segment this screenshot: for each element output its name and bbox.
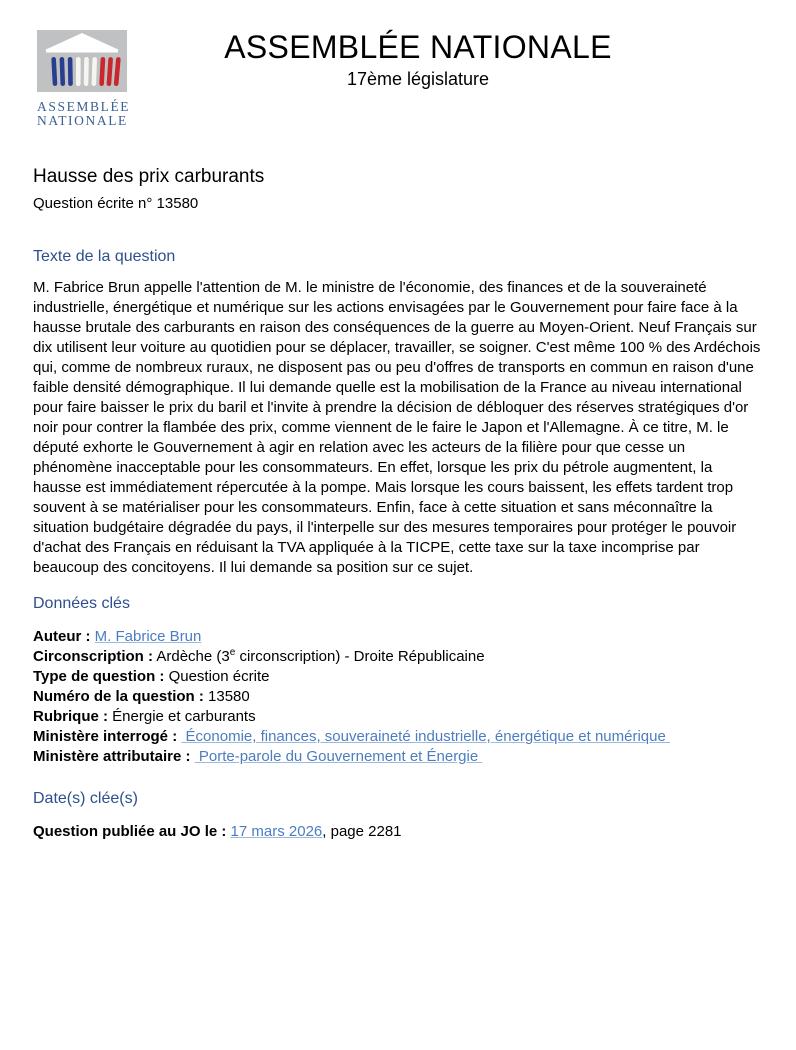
field-label-rubrique: Rubrique : (33, 708, 108, 725)
ministere-attributaire-link[interactable]: Porte-parole du Gouvernement et Énergie (194, 748, 483, 765)
field-value-type: Question écrite (168, 668, 270, 685)
section-heading-dates: Date(s) clée(s) (33, 790, 138, 807)
logo-caption-line1: ASSEMBLÉE (37, 99, 131, 114)
section-donnees (33, 594, 763, 767)
jo-publication-value (231, 823, 402, 840)
field-ministere-attributaire (33, 747, 763, 767)
question-body-text: M. Fabrice Brun appelle l'attention de M. le ministre de l'économie, des finances et de la souveraineté industrielle, énergétique et numérique sur les actions envisagées par le Gouvernement pour faire face à la hausse brutale des carburants en raison des conséquences de la guerre au Moyen-Orient. Neuf Français sur dix utilisent leur voiture au quotidien pour se déplacer, travailler, se soigner. C'est même 100 % des Ardéchois qui, comme de nombreux ruraux, ne disposent pas ou peu d'offres de transports en commun en raison d'une faible densité démographique. Il lui demande quelle est la mobilisation de la France au niveau international pour faire baisser le prix du baril et l'invite à prendre la décision de débloquer des réserves stratégiques d'or noir pour contrer la flambée des prix, comme viennent de le faire le Japon et l'Allemagne. À ce titre, M. le député exhorte le Gouvernement à agir en relation avec les acteurs de la filière pour que cesse un phénomène inacceptable pour les consommateurs. En effet, lorsque les prix du pétrole augmentent, la hausse est immédiatement répercutée à la pompe. Mais lorsque les cours baissent, les effets tardent trop souvent à se matérialiser pour les consommateurs. Enfin, face à cette situation et sans méconnaître la situation budgétaire dégradée du pays, il l'interpelle sur des mesures temporaires pour protéger le pouvoir d'achat des Français en réduisant la TVA appliquée à la TICPE, cette taxe sur la taxe incomprise par beaucoup des concitoyens. Il lui demande sa position sur ce sujet. (33, 279, 761, 576)
jo-page-suffix: , page 2281 (322, 823, 402, 840)
field-numero (33, 687, 763, 707)
key-data-fields (33, 627, 763, 767)
jo-publication-line (33, 822, 763, 842)
field-value-rubrique: Énergie et carburants (112, 708, 256, 725)
logo-caption (37, 99, 131, 128)
field-auteur (33, 627, 763, 647)
jo-date-link[interactable]: 17 mars 2026 (230, 823, 323, 840)
section-dates (33, 789, 763, 842)
legislature-subtitle: 17ème législature (346, 69, 490, 89)
header-titles (73, 30, 763, 89)
field-label-type: Type de question : (33, 668, 165, 685)
section-texte (33, 247, 763, 578)
field-circonscription (33, 647, 763, 667)
page-title: ASSEMBLÉE NATIONALE (224, 29, 612, 65)
question-head (33, 165, 763, 213)
field-label-auteur: Auteur : (33, 628, 91, 645)
field-rubrique (33, 707, 763, 727)
jo-publication-label: Question publiée au JO le : (33, 823, 227, 840)
ministere-interroge-link[interactable]: Économie, finances, souveraineté industrielle, énergétique et numérique (181, 728, 671, 745)
question-title: Hausse des prix carburants (33, 166, 265, 187)
section-heading-donnees: Données clés (33, 595, 130, 612)
field-label-ministere-attributaire: Ministère attributaire : (33, 748, 191, 765)
field-label-numero: Numéro de la question : (33, 688, 204, 705)
field-value-numero: 13580 (208, 688, 250, 705)
field-type-de-question (33, 667, 763, 687)
assemblee-nationale-logo (37, 30, 131, 128)
author-link[interactable]: M. Fabrice Brun (94, 628, 202, 645)
question-number: Question écrite n° 13580 (33, 195, 199, 212)
section-heading-texte: Texte de la question (33, 248, 176, 265)
logo-caption-line2: NATIONALE (37, 112, 128, 128)
field-ministere-interroge (33, 727, 763, 747)
field-value-circonscription: Ardèche (3e circonscription) - Droite Républicaine (156, 647, 485, 665)
field-label-ministere-interroge: Ministère interrogé : (33, 728, 178, 745)
field-label-circonscription: Circonscription : (33, 648, 154, 665)
assemblee-nationale-emblem-icon (37, 30, 127, 92)
header (33, 29, 763, 128)
